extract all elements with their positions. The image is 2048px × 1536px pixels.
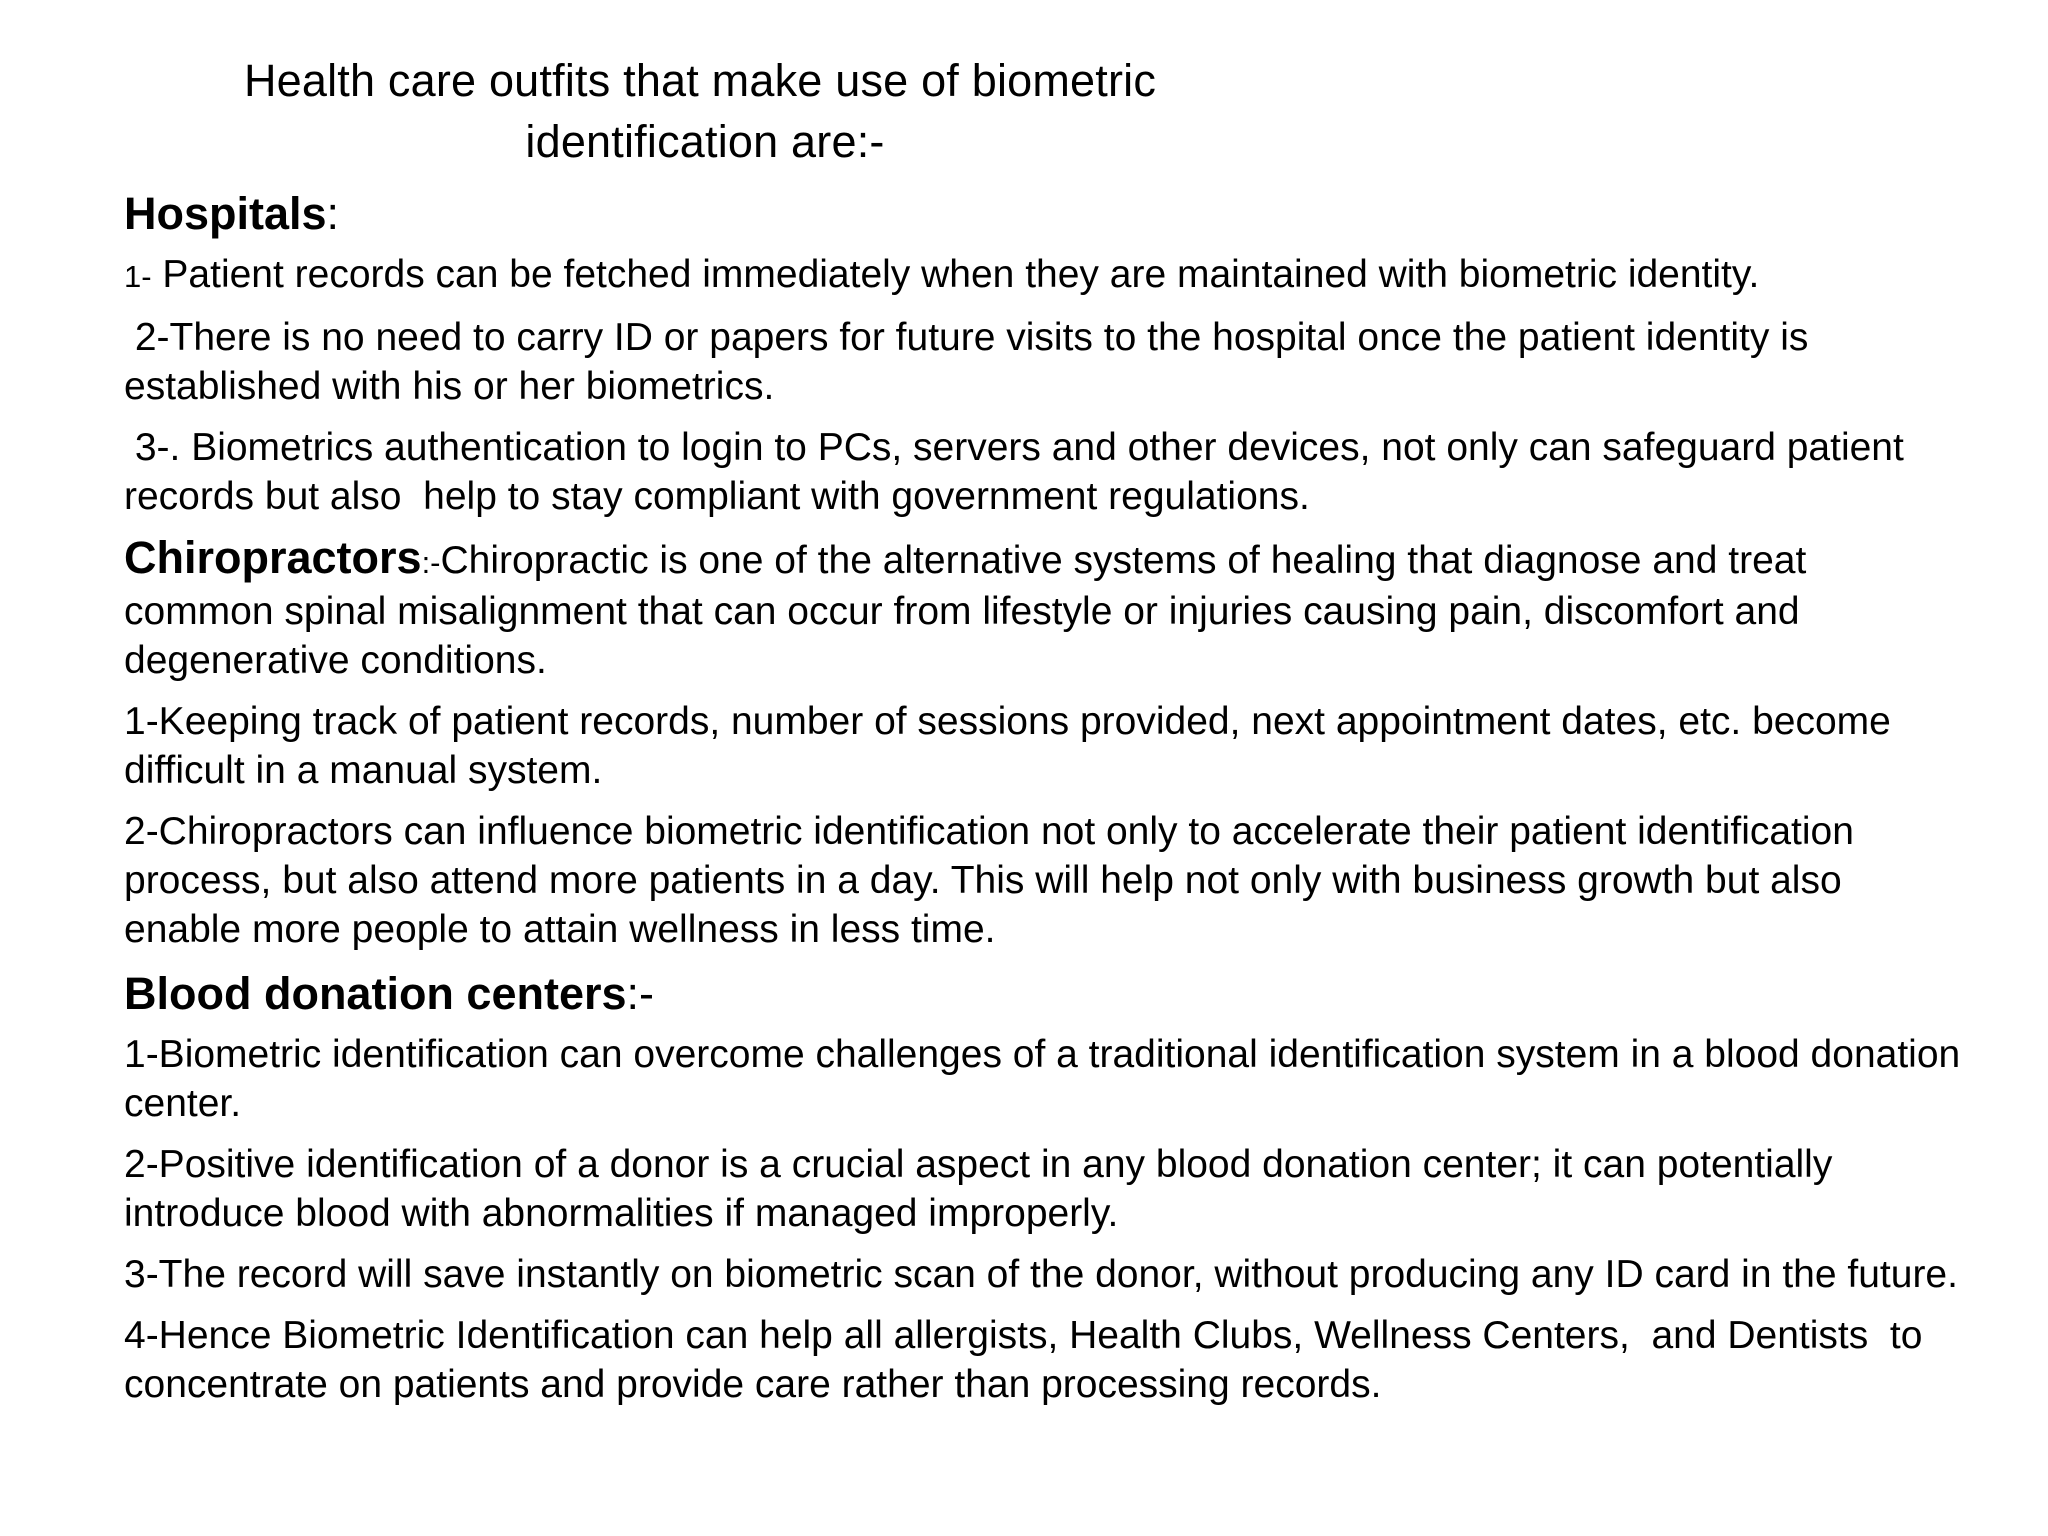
blood-donation-item-4: 4-Hence Biometric Identification can help all allergists, Health Clubs, Wellness Centers, and Dentists to concentrate on patients and provide care rather than processing records. bbox=[124, 1314, 1934, 1406]
hospitals-heading-suffix: : bbox=[326, 188, 340, 239]
chiropractors-item-2: 2-Chiropractors can influence biometric identification not only to accelerate their patient identification process, but also attend more patients in a day. This will help not only with business growth but also enable more people to attain wellness in less time. bbox=[124, 810, 1854, 951]
hospitals-item-1-number: 1- bbox=[124, 259, 152, 294]
hospitals-item-1-text: Patient records can be fetched immediately when they are maintained with biometric identity. bbox=[151, 253, 1760, 296]
hospitals-item-3: 3-. Biometrics authentication to login to PCs, servers and other devices, not only can safeguard patient records but also help to stay compliant with government regulations. bbox=[124, 426, 1915, 518]
chiropractors-heading-text: Chiropractors bbox=[124, 532, 422, 583]
blood-donation-heading bbox=[124, 966, 1964, 1022]
hospitals-heading-text: Hospitals bbox=[124, 188, 327, 239]
blood-donation-heading-suffix: :- bbox=[626, 968, 655, 1019]
chiropractors-section-intro bbox=[124, 533, 1964, 685]
blood-donation-item-1: 1-Biometric identification can overcome challenges of a traditional identification system in a blood donation center. bbox=[124, 1033, 1961, 1125]
slide-title-line-2: identification are:- bbox=[525, 116, 885, 167]
hospitals-item-2: 2-There is no need to carry ID or papers for future visits to the hospital once the patient identity is established with his or her biometrics. bbox=[124, 316, 1820, 408]
slide-body bbox=[124, 186, 1964, 1421]
chiropractors-item-1: 1-Keeping track of patient records, number of sessions provided, next appointment dates, etc. become difficult in a manual system. bbox=[124, 700, 1891, 792]
chiropractors-heading-suffix: :- bbox=[421, 545, 441, 580]
hospitals-item-1 bbox=[124, 250, 1964, 301]
hospitals-heading bbox=[124, 186, 1964, 242]
slide-title-line-1: Health care outfits that make use of biometric bbox=[243, 55, 1157, 106]
blood-donation-item-3: 3-The record will save instantly on biometric scan of the donor, without producing any ID card in the future. bbox=[124, 1253, 1958, 1296]
slide-title bbox=[150, 50, 1250, 172]
blood-donation-heading-text: Blood donation centers bbox=[124, 968, 627, 1019]
chiropractors-intro-text: Chiropractic is one of the alternative systems of healing that diagnose and treat common spinal misalignment that can occur from lifestyle or injuries causing pain, discomfort and degenerative conditions. bbox=[124, 539, 1807, 682]
blood-donation-item-2: 2-Positive identification of a donor is a crucial aspect in any blood donation center; it can potentially introduce blood with abnormalities if managed improperly. bbox=[124, 1143, 1833, 1235]
